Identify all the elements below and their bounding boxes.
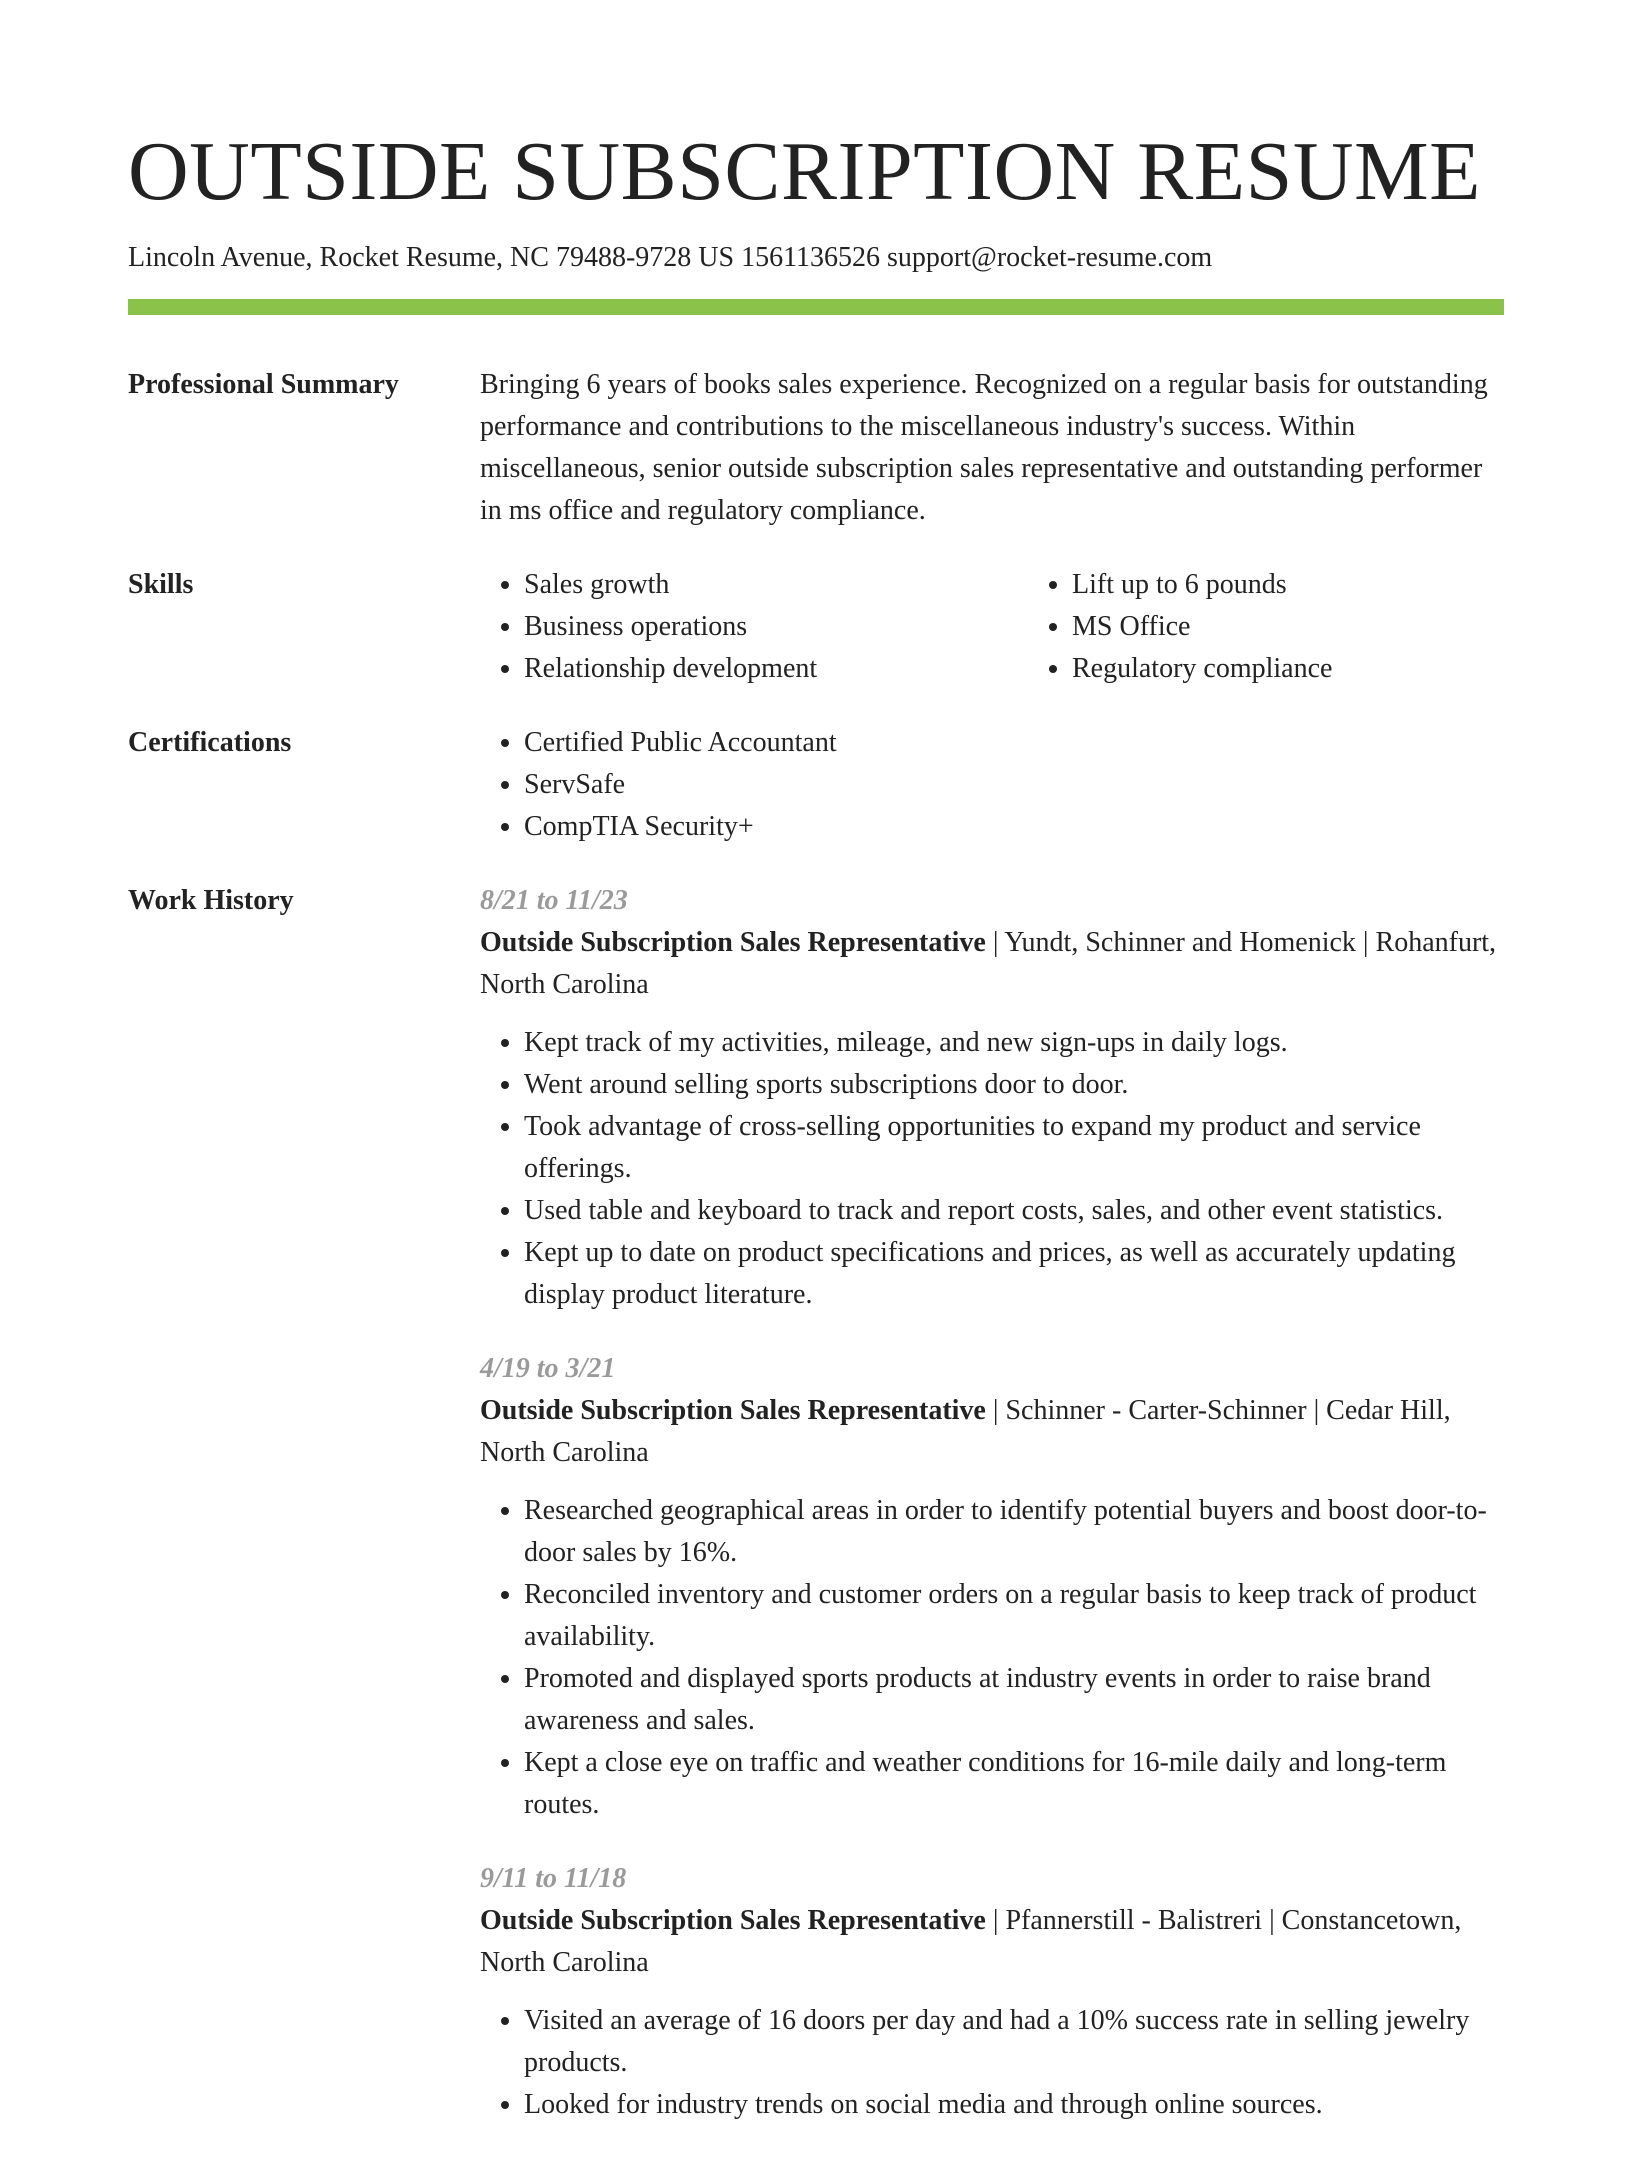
resume-title: OUTSIDE SUBSCRIPTION RESUME [128, 125, 1481, 218]
job-bullet: • Kept up to date on product specifications and prices, as well as accurately updating display product literature. [524, 1232, 1504, 1316]
job-bullets [480, 1022, 1504, 1316]
job-bullet: • Went around selling sports subscriptions door to door. [524, 1064, 1504, 1106]
job-bullet: • Kept track of my activities, mileage, and new sign-ups in daily logs. [524, 1022, 1504, 1064]
skill-item: • Sales growth [524, 564, 1028, 606]
job-bullet: • Took advantage of cross-selling opportunities to expand my product and service offerings. [524, 1106, 1504, 1190]
skills-column-right [1028, 564, 1576, 690]
certifications-section [128, 722, 1504, 848]
skill-item: • Regulatory compliance [1072, 648, 1576, 690]
skill-item: • Relationship development [524, 648, 1028, 690]
work-history-list [480, 880, 1504, 2158]
job-header [480, 1390, 1504, 1474]
work-history-heading: Work History [128, 885, 294, 916]
job-details: | Schinner - Carter-Schinner | Cedar Hill, North Carolina [480, 1395, 1451, 1468]
job-entry [480, 880, 1504, 1316]
job-entry [480, 1858, 1504, 2126]
job-bullet: • Kept a close eye on traffic and weather conditions for 16-mile daily and long-term routes. [524, 1742, 1504, 1826]
skills-column-left [480, 564, 1028, 690]
summary-section [128, 364, 1504, 532]
job-bullet: • Visited an average of 16 doors per day and had a 10% success rate in selling jewelry products. [524, 2000, 1504, 2084]
accent-divider [128, 299, 1504, 315]
summary-heading: Professional Summary [128, 369, 399, 400]
skill-item: • MS Office [1072, 606, 1576, 648]
job-header [480, 922, 1504, 1006]
job-dates: 8/21 to 11/23 [480, 885, 628, 916]
job-bullet: • Looked for industry trends on social media and through online sources. [524, 2084, 1504, 2126]
certifications-heading: Certifications [128, 727, 292, 758]
job-details: | Pfannerstill - Balistreri | Constancetown, North Carolina [480, 1905, 1462, 1978]
job-bullet: • Reconciled inventory and customer orders on a regular basis to keep track of product availability. [524, 1574, 1504, 1658]
job-bullet: • Researched geographical areas in order to identify potential buyers and boost door-to-door sales by 16%. [524, 1490, 1504, 1574]
certification-item: • CompTIA Security+ [524, 806, 1504, 848]
certification-item: • ServSafe [524, 764, 1504, 806]
job-details: | Yundt, Schinner and Homenick | Rohanfurt, North Carolina [480, 927, 1497, 1000]
skill-item: • Business operations [524, 606, 1028, 648]
summary-text: Bringing 6 years of books sales experience. Recognized on a regular basis for outstanding performance and contributions to the miscellaneous industry's success. Within miscellaneous, senior outside subscription sales representative and outstanding performer in ms office and regulatory compliance. [480, 369, 1488, 526]
job-bullet: • Used table and keyboard to track and report costs, sales, and other event statistics. [524, 1190, 1504, 1232]
job-bullets [480, 2000, 1504, 2126]
certifications-list [480, 722, 1504, 848]
skill-item: • Lift up to 6 pounds [1072, 564, 1576, 606]
job-entry [480, 1348, 1504, 1826]
job-bullets [480, 1490, 1504, 1826]
resume-page [128, 0, 1504, 2158]
certification-item: • Certified Public Accountant [524, 722, 1504, 764]
skills-heading: Skills [128, 569, 194, 600]
job-bullet: • Promoted and displayed sports products at industry events in order to raise brand awareness and sales. [524, 1658, 1504, 1742]
job-title: Outside Subscription Sales Representative [480, 927, 986, 958]
certifications-items [480, 722, 1504, 848]
job-title: Outside Subscription Sales Representative [480, 1905, 986, 1936]
skills-list [480, 564, 1576, 690]
job-header [480, 1900, 1504, 1984]
job-dates: 4/19 to 3/21 [480, 1353, 616, 1384]
job-dates: 9/11 to 11/18 [480, 1863, 627, 1894]
skills-section [128, 564, 1504, 690]
job-title: Outside Subscription Sales Representative [480, 1395, 986, 1426]
contact-line: Lincoln Avenue, Rocket Resume, NC 79488-9728 US 1561136526 support@rocket-resume.com [128, 242, 1213, 273]
work-history-section [128, 880, 1504, 2158]
